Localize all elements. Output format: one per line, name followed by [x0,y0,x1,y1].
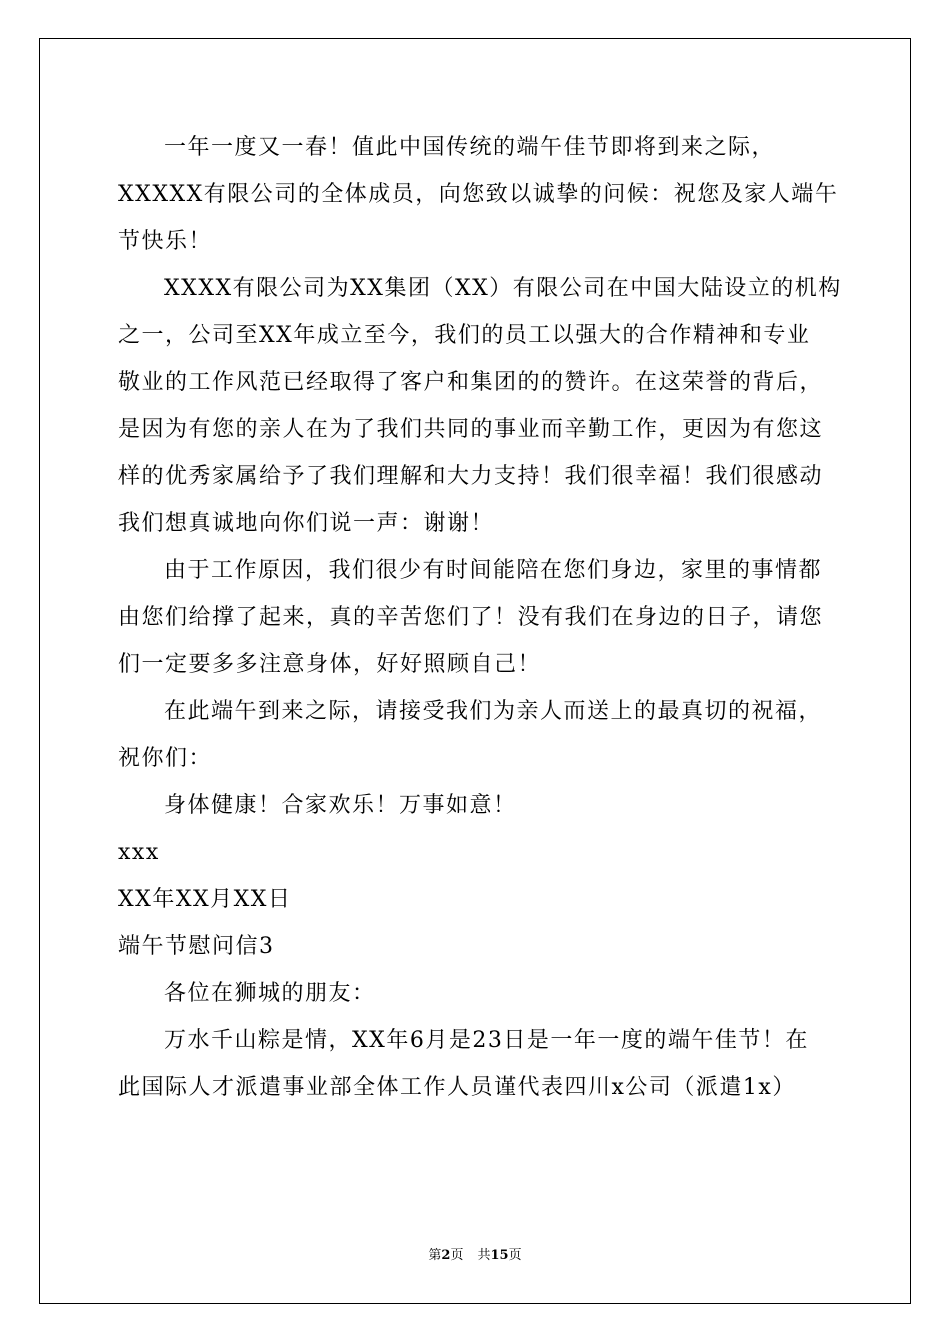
text-line: XXXX有限公司为XX集团（XX）有限公司在中国大陆设立的机构 [164,276,842,301]
page-prefix: 第 [428,1248,442,1263]
text-line: 由您们给撑了起来，真的辛苦您们了！没有我们在身边的日子，请您 [118,605,824,630]
page-suffix: 页 [450,1248,464,1263]
salutation: 各位在狮城的朋友： [164,981,376,1006]
text-line: 一年一度又一春！值此中国传统的端午佳节即将到来之际， [164,135,776,160]
text-line: 身体健康！合家欢乐！万事如意！ [164,793,517,818]
text-line: 们一定要多多注意身体，好好照顾自己！ [118,652,542,677]
letter-body [118,124,842,1111]
text-line: 在此端午到来之际，请接受我们为亲人而送上的最真切的祝福， [164,699,823,724]
text-line: 是因为有您的亲人在为了我们共同的事业而辛勤工作，更因为有您这 [118,417,824,442]
section-heading: 端午节慰问信3 [118,934,275,959]
page-current: 2 [441,1248,451,1263]
page-footer [0,1246,950,1266]
text-line: 万水千山粽是情，XX年6月是23日是一年一度的端午佳节！在 [164,1028,809,1053]
text-line: 此国际人才派遣事业部全体工作人员谨代表四川x公司（派遣1x） [118,1075,796,1100]
text-line: XXXXX有限公司的全体成员，向您致以诚挚的问候：祝您及家人端午 [118,182,839,207]
signature-name: xxx [118,840,160,865]
total-prefix: 共 [477,1248,491,1263]
text-line: 之一，公司至XX年成立至今，我们的员工以强大的合作精神和专业 [118,323,811,348]
text-line: 敬业的工作风范已经取得了客户和集团的的赞许。在这荣誉的背后， [118,370,824,395]
text-line: 祝你们： [118,746,213,771]
total-suffix: 页 [508,1248,522,1263]
text-line: 节快乐！ [118,229,213,254]
page-total: 15 [490,1248,509,1263]
text-line: 我们想真诚地向你们说一声：谢谢！ [118,511,495,536]
text-line: 样的优秀家属给予了我们理解和大力支持！我们很幸福！我们很感动 [118,464,824,489]
signature-date: XX年XX月XX日 [118,887,292,912]
text-line: 由于工作原因，我们很少有时间能陪在您们身边，家里的事情都 [164,558,823,583]
